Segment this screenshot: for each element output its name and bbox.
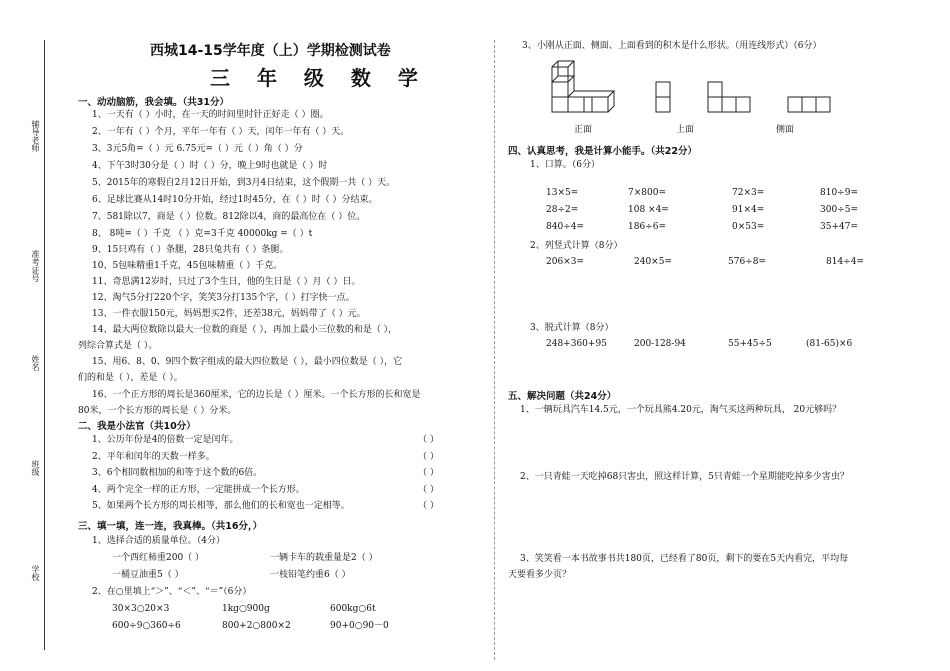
exam-subtitle: 三 年 级 数 学: [210, 66, 428, 90]
fill-blank-item: 15、用6、8、0、9四个数字组成的最大四位数是（ ），最小四位数是（ ），它: [92, 357, 403, 367]
oral-calc-item: 72×3=: [732, 188, 765, 198]
stepwise-calc-item: 200-128-94: [634, 339, 686, 349]
section-3-q1: 1、选择合适的质量单位。（4分）: [92, 536, 225, 546]
unit-item: 一枝铅笔约重6（ ）: [270, 570, 351, 580]
binding-line: [44, 40, 45, 650]
compare-item: 30×3○20×3: [112, 604, 170, 614]
true-false-item: 4、两个完全一样的正方形，一定能拼成一个长方形。: [92, 484, 305, 495]
section-4-q3: 3、脱式计算（8分）: [530, 323, 614, 333]
stepwise-calc-item: 55+45÷5: [728, 339, 772, 349]
side-view-grid-1: [708, 82, 750, 112]
fill-blank-item: 5、2015年的寒假自2月12日开始，到3月4日结束，这个假期一共（ ）天。: [92, 178, 396, 188]
section-4-heading: 四、认真思考，我是计算小能手。（共22分）: [508, 146, 697, 157]
section-5-heading: 五、解决问题（共24分）: [508, 391, 617, 402]
fill-blank-item: 14、最大两位数除以最大一位数的商是（ ），再加上最小三位数的和是（ ），: [92, 325, 398, 335]
fill-blank-item: 7、581除以7，商是（ ）位数。812除以4，商的最高位在（ ）位。: [92, 212, 366, 222]
oral-calc-item: 840÷4=: [546, 222, 584, 232]
compare-item: 600÷9○360÷6: [112, 621, 181, 631]
oral-calc-item: 186÷6=: [628, 222, 666, 232]
view-label-front: 正面: [574, 125, 593, 135]
oral-calc-item: 35+47=: [820, 222, 858, 232]
answer-box: （ ）: [418, 451, 439, 462]
problem-3: 3、笑笑看一本书故事书共180页，已经看了80页，剩下的要在5天内看完，平均每: [520, 554, 849, 564]
stepwise-calc-item: (81-65)×6: [806, 339, 853, 349]
fill-blank-item: 12、淘气5分打220个字，笑笑3分打135个字，（ ）打字快一点。: [92, 293, 355, 303]
stepwise-calc-item: 248+360+95: [546, 339, 607, 349]
answer-box: （ ）: [418, 484, 439, 495]
block-3d-figure: [552, 61, 614, 112]
answer-box: （ ）: [418, 501, 439, 511]
fill-blank-item: 11、奇思满12岁时，只过了3个生日，他的生日是（ ）月（ ）日。: [92, 277, 361, 287]
true-false-item: 3、6个相同数相加的和等于这个数的6倍。: [92, 468, 263, 478]
compare-item: 800+2○800×2: [222, 621, 291, 631]
answer-box: （ ）: [418, 435, 439, 445]
section-1-heading: 一、动动脑筋，我会填。（共31分）: [78, 97, 229, 108]
oral-calc-item: 108 ×4=: [628, 205, 669, 215]
fill-blank-item: 80米，一个长方形的周长是（ ）分米。: [78, 406, 237, 416]
section-3-q2: 2、在○里填上“＞”、“＜”、“＝”（6分）: [92, 587, 252, 597]
view-label-top: 上面: [676, 125, 695, 135]
fill-blank-item: 们的和是（ ），差是（ ）。: [78, 373, 183, 383]
view-label-side: 侧面: [776, 125, 795, 135]
top-view-grid: [656, 82, 670, 112]
side-label-school: 学校: [31, 565, 40, 581]
exam-title: 西城14-15学年度（上）学期检测试卷: [150, 43, 391, 59]
block-views-figure: [548, 60, 848, 120]
vertical-calc-item: 206×3=: [546, 257, 584, 267]
vertical-calc-item: 240×5=: [634, 257, 672, 267]
question-3-views: 3、小刚从正面、侧面、上面看到的积木是什么形状。（用连线形式）（6分）: [522, 41, 822, 51]
true-false-item: 5、如果两个长方形的周长相等，那么他们的长和宽也一定相等。: [92, 501, 350, 511]
vertical-calc-item: 576÷8=: [728, 257, 766, 267]
unit-item: 一辆卡车的载重量是2（ ）: [270, 553, 378, 563]
vertical-calc-item: 814÷4=: [826, 257, 864, 267]
fill-blank-item: 3、3元5角=（ ）元 6.75元=（ ）元（ ）角（ ）分: [92, 144, 303, 154]
fill-blank-item: 4、下午3时30分是（ ）时（ ）分，晚上9时也就是（ ）时: [92, 161, 328, 171]
section-2-heading: 二、我是小法官（共10分）: [78, 421, 196, 432]
fill-blank-item: 10、5包味精重1千克，45包味精重（ ）千克。: [92, 261, 283, 271]
fill-blank-item: 13、一件衣服150元，妈妈想买2件，还差38元，妈妈带了（ ）元。: [92, 309, 366, 319]
unit-item: 一个西红柿重200（ ）: [112, 553, 205, 563]
fill-blank-item: 6、足球比赛从14时10分开始，经过1时45分，在（ ）时（ ）分结束。: [92, 195, 378, 205]
oral-calc-item: 7×800=: [628, 188, 666, 198]
oral-calc-item: 28÷2=: [546, 205, 579, 215]
side-label-name: 姓名: [31, 355, 40, 371]
true-false-item: 2、平年和闰年的天数一样多。: [92, 451, 215, 462]
problem-3-cont: 天要看多少页？: [508, 570, 572, 580]
fill-blank-item: 列综合算式是（ ）。: [78, 341, 158, 351]
side-label-class: 班级: [31, 460, 40, 476]
oral-calc-item: 300÷5=: [820, 205, 858, 215]
side-view-grid-2: [788, 97, 830, 112]
problem-2: 2、一只青蛙一天吃掉68只害虫，照这样计算，5只青蛙一个星期能吃掉多少害虫？: [520, 472, 849, 482]
section-3-heading: 三、填一填，连一连，我真棒。（共16分，）: [78, 521, 263, 532]
oral-calc-item: 13×5=: [546, 188, 579, 198]
column-divider: [494, 40, 495, 660]
side-label-exam-number: 准考证号: [31, 250, 40, 282]
fill-blank-item: 2、一年有（ ）个月，平年一年有（ ）天，闰年一年有（ ）天。: [92, 127, 350, 137]
answer-box: （ ）: [418, 468, 439, 478]
compare-item: 600kg○6t: [330, 604, 376, 614]
side-label-teacher: 辅导老师: [31, 120, 40, 152]
fill-blank-item: 16、一个正方形的周长是360厘米，它的边长是（ ）厘米。一个长方形的长和宽是: [92, 390, 421, 400]
compare-item: 1kg○900g: [222, 604, 270, 614]
oral-calc-item: 0×53=: [732, 222, 765, 232]
true-false-item: 1、公历年份是4的倍数一定是闰年。: [92, 435, 239, 445]
fill-blank-item: 9、15只鸡有（ ）条腿，28只兔共有（ ）条腿。: [92, 245, 289, 255]
compare-item: 90+0○90－0: [330, 621, 389, 631]
oral-calc-item: 91×4=: [732, 205, 765, 215]
oral-calc-item: 810÷9=: [820, 188, 858, 198]
section-4-q2: 2、列竖式计算（8分）: [530, 241, 623, 251]
unit-item: 一桶豆油重5（ ）: [112, 570, 184, 580]
problem-1: 1、一辆玩具汽车14.5元，一个玩具熊4.20元，淘气买这两种玩具， 20元够吗？: [520, 405, 842, 415]
fill-blank-item: 1、一天有（ ）小时，在一天的时间里时针正好走（ ）圈。: [92, 110, 329, 120]
fill-blank-item: 8、 8吨=（ ）千克 （ ）克=3千克 40000kg =（ ）t: [92, 229, 313, 239]
section-4-q1: 1、口算。（6分）: [530, 160, 600, 170]
